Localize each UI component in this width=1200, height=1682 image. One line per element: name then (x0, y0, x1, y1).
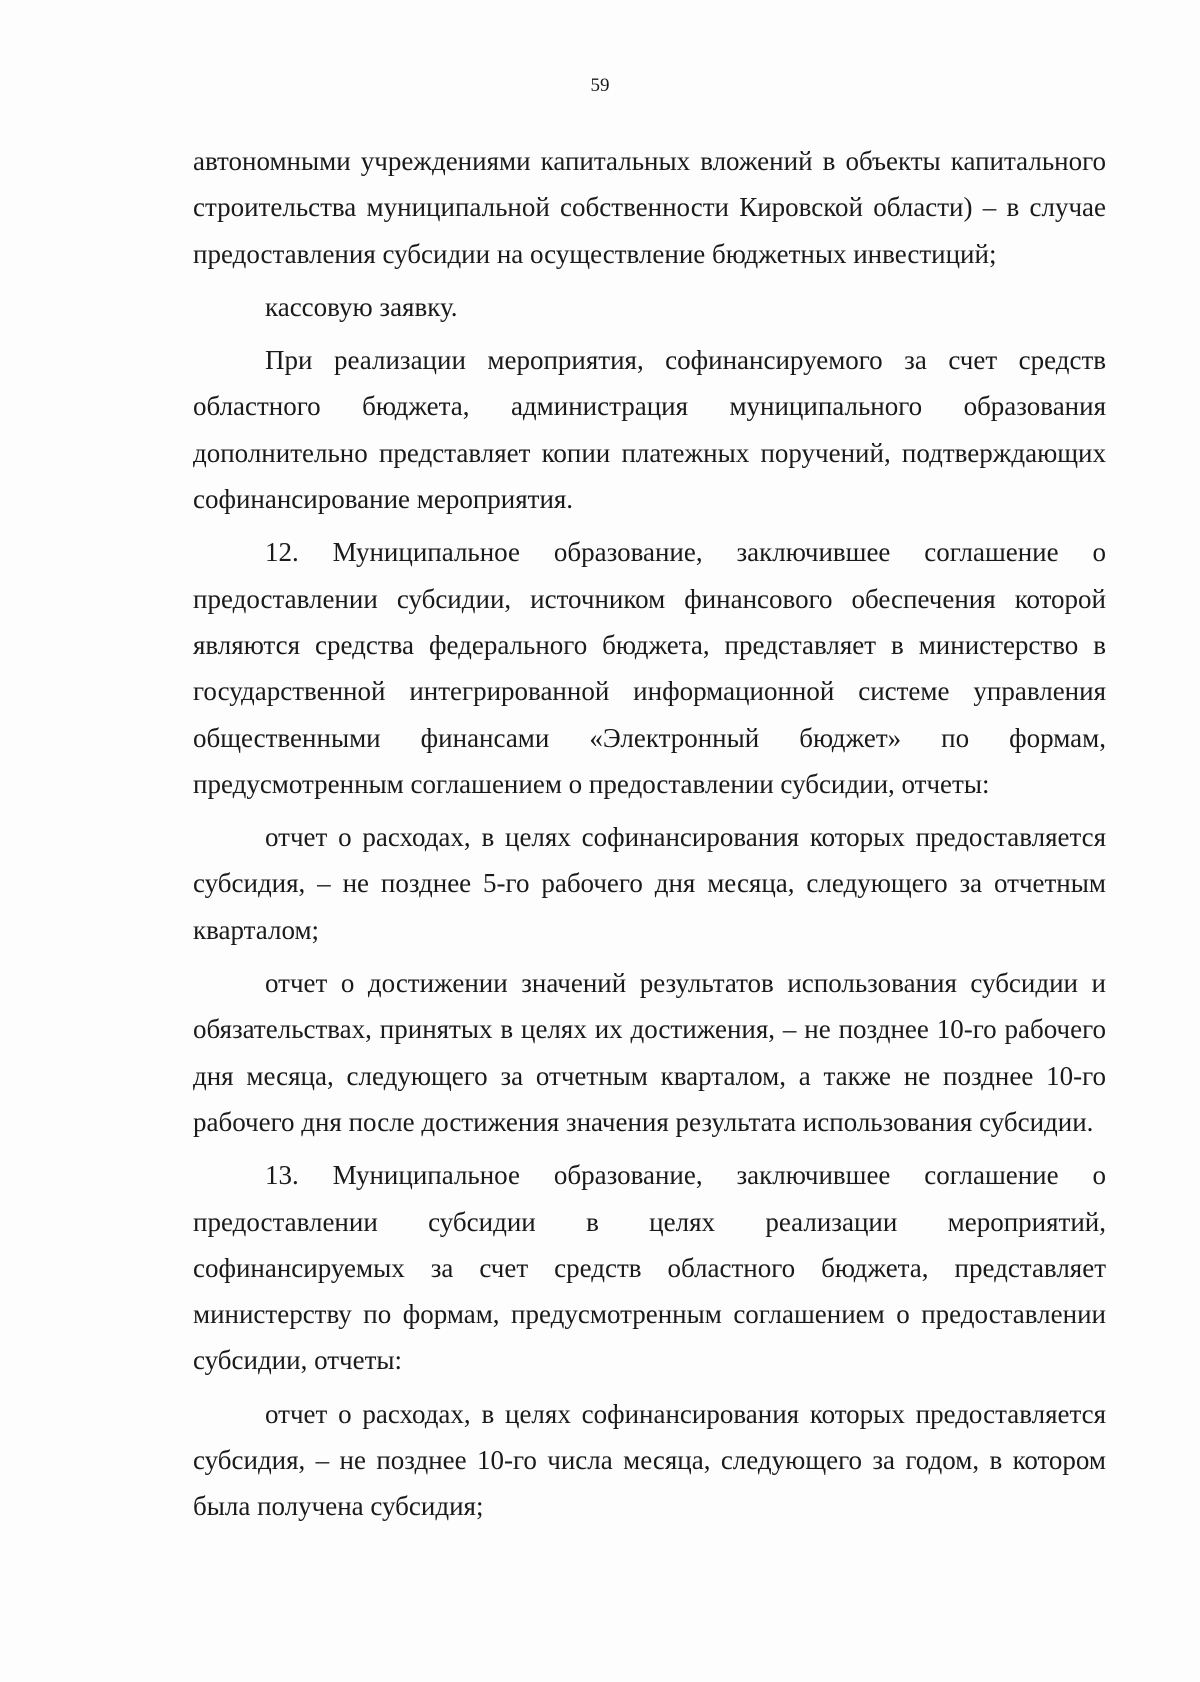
paragraph-item-13: 13. Муниципальное образование, заключившее соглашение о предоставлении субсидии в целях реализации мероприятий, софинансируемых за счет средств областного бюджета, представляет министерству по формам, предусмотренным соглашением о предоставлении субсидии, отчеты: (193, 1160, 1106, 1376)
paragraph-expense-report-quarterly: отчет о расходах, в целях софинансирования которых предоставляется субсидия, – не позднее 5-го рабочего дня месяца, следующего за отчетным кварталом; (193, 822, 1106, 945)
paragraph-results-report: отчет о достижении значений результатов использования субсидии и обязательствах, принятых в целях их достижения, – не позднее 10-го рабочего дня месяца, следующего за отчетным кварталом, а также не позднее 10-го рабочего дня после достижения значения результата использования субсидии. (193, 968, 1106, 1137)
page-number: 59 (590, 75, 610, 96)
paragraph-item-12: 12. Муниципальное образование, заключившее соглашение о предоставлении субсидии, источником финансового обеспечения которой являются средства федерального бюджета, представляет в министерство в государственной интегрированной информационной системе управления общественными финансами «Электронный бюджет» по формам, предусмотренным соглашением о предоставлении субсидии, отчеты: (193, 537, 1106, 799)
paragraph-expense-report-annual: отчет о расходах, в целях софинансирования которых предоставляется субсидия, – не позднее 10-го числа месяца, следующего за годом, в котором была получена субсидия; (193, 1398, 1106, 1522)
document-body (193, 138, 1106, 1530)
paragraph-cash-request: кассовую заявку. (265, 291, 458, 322)
paragraph-budget-investments: автономными учреждениями капитальных вложений в объекты капитального строительства муниципальной собственности Кировской области) – в случае предоставления субсидии на осуществление бюджетных инвестиций; (193, 146, 1106, 269)
paragraph-cofinancing-payment-orders: При реализации мероприятия, софинансируемого за счет средств областного бюджета, администрация муниципального образования дополнительно представляет копии платежных поручений, подтверждающих софинансирование мероприятия. (193, 345, 1106, 515)
